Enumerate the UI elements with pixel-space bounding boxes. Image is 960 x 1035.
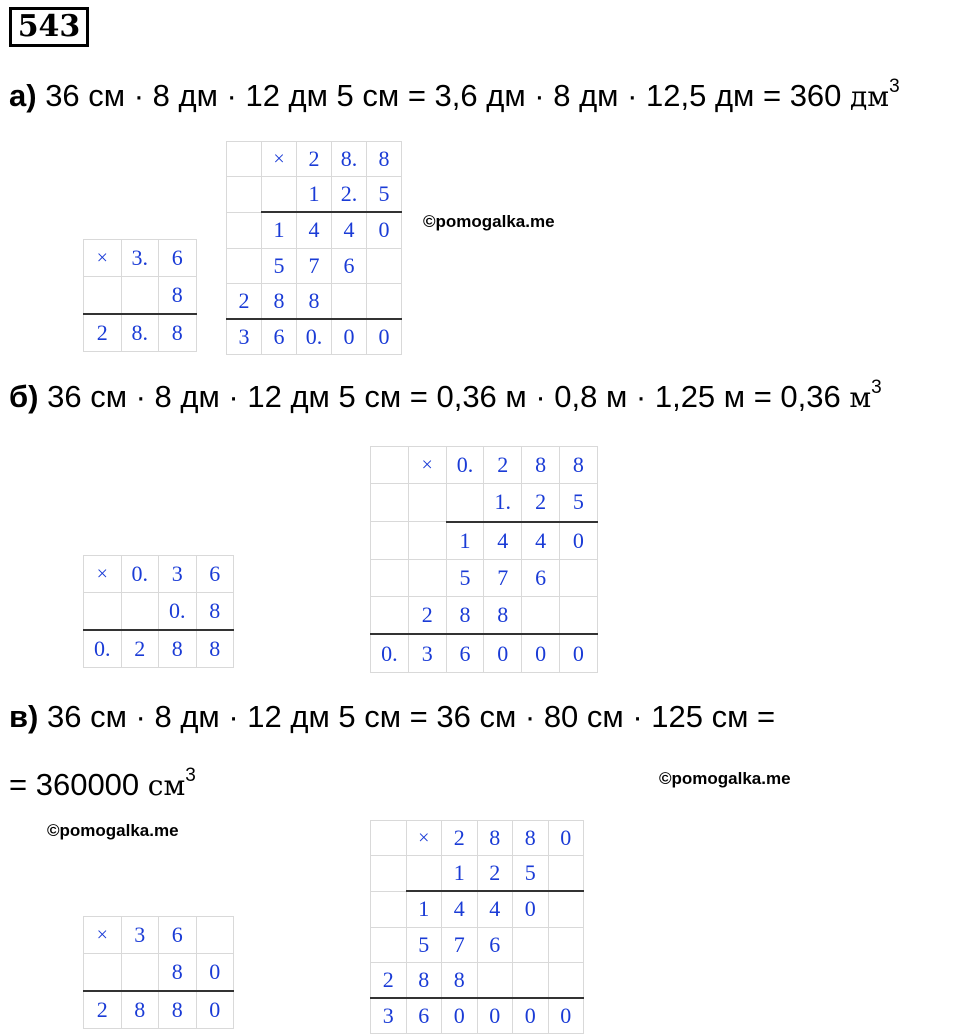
calc-cell: 0 <box>513 998 549 1034</box>
calc-cell <box>332 283 367 319</box>
calc-cell: 3 <box>121 917 159 954</box>
calc-cell <box>371 597 409 635</box>
calc-cell: 5 <box>406 927 442 962</box>
calc-cell: 8 <box>159 630 197 668</box>
calc-cell <box>371 821 407 856</box>
calc-cell: 3 <box>159 556 197 593</box>
part-a-exponent: 3 <box>889 76 900 97</box>
multiply-sign: × <box>84 240 122 277</box>
calc-cell: 0. <box>159 593 197 631</box>
calc-cell: 8 <box>513 821 549 856</box>
watermark-2: ©pomogalka.me <box>659 769 791 788</box>
calc-cell: 0 <box>513 891 549 927</box>
calc-cell: 6 <box>196 556 234 593</box>
calc-cell: 6 <box>159 917 197 954</box>
calc-cell: 4 <box>484 522 522 560</box>
calc-cell <box>371 856 407 892</box>
calc-cell <box>371 559 409 596</box>
calc-cell: 3 <box>371 998 407 1034</box>
calc-row <box>84 954 234 992</box>
calc-row <box>371 522 598 560</box>
calc-cell <box>227 248 262 283</box>
calc-cell: 8 <box>442 962 478 998</box>
calc-cell <box>559 597 597 635</box>
part-a-unit: дм <box>850 80 890 113</box>
calc-cell: 8. <box>332 142 367 177</box>
calc-row <box>371 856 584 892</box>
calc-cell <box>559 559 597 596</box>
part-b-unit: м <box>849 381 872 414</box>
calc-cell: 5 <box>513 856 549 892</box>
calc-cell: 8 <box>159 954 197 992</box>
calc-cell <box>121 593 159 631</box>
calc-cell <box>408 522 446 560</box>
calc-row <box>371 447 598 484</box>
calc-cell: 0 <box>196 991 234 1029</box>
calc-cell: 0. <box>371 634 409 672</box>
calc-cell <box>446 484 484 522</box>
calc-cell: 0 <box>367 319 402 355</box>
part-c-line2-text: = 360000 <box>9 767 148 802</box>
calc-cell: 0 <box>442 998 478 1034</box>
watermark-1: ©pomogalka.me <box>423 212 555 231</box>
calc-cell: 4 <box>332 212 367 248</box>
calc-cell: 8 <box>406 962 442 998</box>
part-c-text: 36 см · 8 дм · 12 дм 5 см = 36 см · 80 см · 125 см = <box>38 699 776 734</box>
calc-cell <box>371 927 407 962</box>
calc-cell <box>408 559 446 596</box>
calc-cell <box>84 954 122 992</box>
calc-cell: 2 <box>371 962 407 998</box>
calc-cell <box>406 856 442 892</box>
calc-cell: 4 <box>442 891 478 927</box>
calc-grid-b-multiply-0-36-by-0-8 <box>83 555 234 668</box>
calc-cell <box>371 891 407 927</box>
calc-row <box>371 484 598 522</box>
calc-cell <box>371 447 409 484</box>
calc-cell <box>121 277 159 315</box>
calc-cell: 2 <box>522 484 560 522</box>
part-c-label: в) <box>9 699 39 734</box>
part-c-unit: см <box>147 769 186 802</box>
calc-row <box>84 991 234 1029</box>
calc-row <box>84 630 234 668</box>
calc-row <box>227 283 402 319</box>
calc-cell: 8 <box>367 142 402 177</box>
calc-cell: 1 <box>446 522 484 560</box>
calc-cell: 0 <box>559 634 597 672</box>
multiply-sign: × <box>408 447 446 484</box>
task-number: 543 <box>9 7 89 47</box>
calc-row <box>84 556 234 593</box>
calc-cell: 2 <box>84 314 122 352</box>
calc-cell: 5 <box>262 248 297 283</box>
calc-cell: 8 <box>196 630 234 668</box>
part-b-equation <box>9 377 882 418</box>
calc-cell: 7 <box>442 927 478 962</box>
calc-cell: 2 <box>297 142 332 177</box>
calc-cell: 6 <box>262 319 297 355</box>
calc-cell: 0 <box>484 634 522 672</box>
calc-cell: 6 <box>159 240 197 277</box>
calc-cell: 5 <box>367 177 402 213</box>
calc-cell <box>121 954 159 992</box>
part-c-result <box>9 765 196 806</box>
calc-row <box>227 142 402 177</box>
calc-row <box>227 319 402 355</box>
calc-cell <box>262 177 297 213</box>
calc-cell: 0 <box>196 954 234 992</box>
calc-cell: 0 <box>548 998 584 1034</box>
calc-cell <box>548 962 584 998</box>
calc-cell <box>548 891 584 927</box>
calc-cell: 7 <box>484 559 522 596</box>
calc-cell <box>477 962 513 998</box>
calc-cell: 3. <box>121 240 159 277</box>
calc-row <box>371 634 598 672</box>
calc-row <box>84 593 234 631</box>
calc-cell: 0 <box>522 634 560 672</box>
calc-cell <box>371 522 409 560</box>
calc-row <box>227 248 402 283</box>
calc-cell: 2 <box>408 597 446 635</box>
calc-cell: 0 <box>332 319 367 355</box>
calc-cell <box>371 484 409 522</box>
calc-cell: 3 <box>408 634 446 672</box>
calc-cell: 0 <box>367 212 402 248</box>
multiply-sign: × <box>262 142 297 177</box>
calc-cell <box>196 917 234 954</box>
calc-cell: 2 <box>477 856 513 892</box>
calc-cell <box>227 177 262 213</box>
calc-row <box>84 240 197 277</box>
calc-row <box>371 891 584 927</box>
calc-cell: 8 <box>196 593 234 631</box>
calc-cell: 2. <box>332 177 367 213</box>
calc-cell <box>513 962 549 998</box>
part-b-exponent: 3 <box>871 377 882 398</box>
calc-grid-a-multiply-28-8-by-12-5 <box>226 141 402 355</box>
calc-cell: 6 <box>522 559 560 596</box>
multiply-sign: × <box>84 917 122 954</box>
calc-cell: 8. <box>121 314 159 352</box>
calc-grid-c-multiply-2880-by-125 <box>370 820 584 1034</box>
calc-cell: 8 <box>559 447 597 484</box>
part-a-text: 36 см · 8 дм · 12 дм 5 см = 3,6 дм · 8 дм · 12,5 дм = 360 <box>36 78 851 113</box>
calc-grid-b-multiply-0-288-by-1-25 <box>370 446 598 673</box>
calc-cell: 1. <box>484 484 522 522</box>
calc-cell: 0. <box>446 447 484 484</box>
calc-row <box>371 597 598 635</box>
calc-cell: 2 <box>442 821 478 856</box>
calc-cell <box>84 593 122 631</box>
calc-row <box>371 559 598 596</box>
calc-cell: 8 <box>297 283 332 319</box>
calc-cell: 2 <box>121 630 159 668</box>
calc-cell: 6 <box>446 634 484 672</box>
calc-row <box>227 177 402 213</box>
calc-cell: 5 <box>559 484 597 522</box>
calc-cell: 8 <box>159 991 197 1029</box>
calc-row <box>371 821 584 856</box>
calc-cell: 5 <box>446 559 484 596</box>
calc-cell <box>548 927 584 962</box>
calc-cell: 4 <box>522 522 560 560</box>
calc-cell: 0 <box>477 998 513 1034</box>
calc-cell <box>522 597 560 635</box>
calc-cell <box>513 927 549 962</box>
calc-grid-c-multiply-36-by-80 <box>83 916 234 1029</box>
calc-cell: 7 <box>297 248 332 283</box>
part-b-text: 36 см · 8 дм · 12 дм 5 см = 0,36 м · 0,8 м · 1,25 м = 0,36 <box>38 379 850 414</box>
watermark-3: ©pomogalka.me <box>47 821 179 840</box>
calc-row <box>84 917 234 954</box>
part-a-equation <box>9 76 900 117</box>
calc-cell: 0. <box>84 630 122 668</box>
calc-cell: 0. <box>121 556 159 593</box>
calc-cell: 0. <box>297 319 332 355</box>
calc-cell: 8 <box>121 991 159 1029</box>
calc-cell: 6 <box>332 248 367 283</box>
calc-row <box>371 998 584 1034</box>
calc-cell: 8 <box>159 314 197 352</box>
calc-cell <box>548 856 584 892</box>
calc-cell: 0 <box>548 821 584 856</box>
calc-row <box>371 962 584 998</box>
calc-cell <box>367 283 402 319</box>
calc-row <box>84 314 197 352</box>
calc-cell: 2 <box>84 991 122 1029</box>
calc-cell: 2 <box>227 283 262 319</box>
calc-cell: 1 <box>406 891 442 927</box>
calc-cell: 4 <box>477 891 513 927</box>
part-b-label: б) <box>9 379 39 414</box>
multiply-sign: × <box>84 556 122 593</box>
calc-cell: 4 <box>297 212 332 248</box>
calc-cell: 8 <box>262 283 297 319</box>
part-c-exponent: 3 <box>185 765 196 786</box>
calc-cell: 8 <box>446 597 484 635</box>
calc-cell: 1 <box>297 177 332 213</box>
calc-cell: 8 <box>477 821 513 856</box>
calc-cell: 8 <box>484 597 522 635</box>
calc-cell <box>84 277 122 315</box>
calc-cell <box>408 484 446 522</box>
part-c-equation <box>9 697 775 737</box>
calc-cell <box>367 248 402 283</box>
calc-cell: 8 <box>159 277 197 315</box>
calc-cell <box>227 142 262 177</box>
calc-cell <box>227 212 262 248</box>
calc-cell: 0 <box>559 522 597 560</box>
calc-cell: 2 <box>484 447 522 484</box>
calc-row <box>227 212 402 248</box>
calc-cell: 6 <box>477 927 513 962</box>
calc-cell: 3 <box>227 319 262 355</box>
calc-cell: 1 <box>442 856 478 892</box>
multiply-sign: × <box>406 821 442 856</box>
calc-cell: 6 <box>406 998 442 1034</box>
calc-cell: 1 <box>262 212 297 248</box>
calc-row <box>84 277 197 315</box>
part-a-label: а) <box>9 78 37 113</box>
calc-grid-a-multiply-3-6-by-8 <box>83 239 197 352</box>
calc-cell: 8 <box>522 447 560 484</box>
calc-row <box>371 927 584 962</box>
